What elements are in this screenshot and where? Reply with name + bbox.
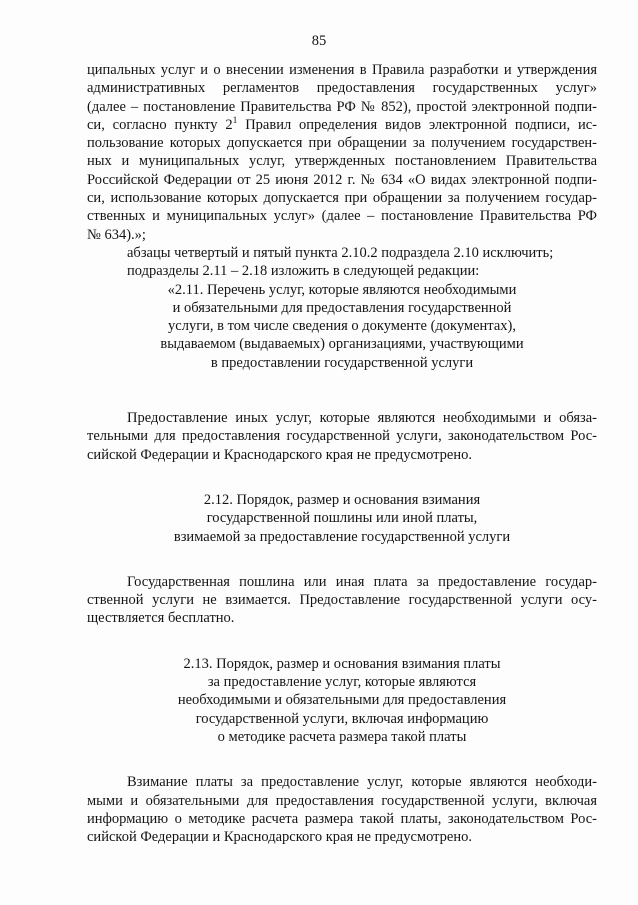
text-line: сийской Федерации и Краснодарского края не предусмотрено. (87, 829, 472, 846)
heading-line: взимаемой за предоставление государственной услуги (173, 528, 511, 545)
spacer (87, 628, 597, 655)
heading-line: «2.11. Перечень услуг, которые являются необходимыми (167, 281, 517, 298)
superscript: 1 (232, 115, 238, 126)
heading-line: в предоставлении государственной услуги (210, 354, 474, 371)
heading-line: 2.13. Порядок, размер и основания взимания платы (183, 655, 501, 672)
spacer (87, 464, 597, 491)
text-line: ных и муниципальных услуг, утвержденных постановлением Правительства (87, 153, 597, 170)
paragraph-fee-collection (87, 773, 597, 846)
text-line: ственных и муниципальных услуг» (далее – постановление Правительства РФ (87, 208, 597, 225)
heading-line: услуги, в том числе сведения о документе (документах), (168, 318, 516, 335)
paragraph-other-services (87, 409, 597, 464)
text-line: ществляется бесплатно. (87, 610, 235, 627)
text-line: ципальных услуг и о внесении изменения в Правила разработки и утверждения (87, 62, 597, 78)
paragraph-state-fee (87, 573, 597, 628)
heading-line: государственной услуги, включая информацию (195, 710, 489, 727)
heading-line: выдаваемом (выдаваемых) организациями, участвующими (160, 336, 524, 353)
heading-line: необходимыми и обязательными для предоставления (177, 692, 507, 709)
text-line: мыми и обязательными для предоставления государственной услуги, включая (87, 792, 597, 809)
text-line (87, 116, 597, 134)
spacer (87, 546, 597, 573)
text-line: информацию о методике расчета размера такой платы, законодательством Рос- (87, 810, 597, 827)
text-line: Государственная пошлина или иная плата за предоставление государ- (127, 573, 597, 590)
text-line: пользование которых допускается при обращении за получением государствен- (87, 135, 597, 152)
text-line: сийской Федерации и Краснодарского края не предусмотрено. (87, 446, 472, 463)
text-line: № 634).»; (87, 226, 146, 243)
heading-line: и обязательными для предоставления государственной (172, 299, 512, 316)
text-fragment: си, согласно пункту 2 (87, 116, 233, 133)
paragraph-continuation (87, 61, 597, 244)
text-line: Российской Федерации от 25 июня 2012 г. № 634 «О видах электронной подпи- (87, 171, 597, 188)
text-line: Предоставление иных услуг, которые являются необходимыми и обяза- (127, 410, 597, 427)
text-line: административных регламентов предоставления государственных услуг» (87, 80, 597, 97)
text-line: си, использование которых допускается при обращении за получением государ- (87, 190, 597, 207)
heading-line: о методике расчета размера такой платы (217, 728, 467, 745)
text-line: тельными для предоставления государственной услуги, законодательством Рос- (87, 428, 597, 445)
document-body (87, 61, 597, 846)
text-fragment: Правил определения видов электронной подписи, ис- (237, 116, 597, 133)
page-number: 85 (311, 33, 327, 49)
paragraph-subsections: подразделы 2.11 – 2.18 изложить в следующей редакции: (127, 263, 480, 280)
section-heading-2-13 (87, 655, 597, 746)
heading-line: государственной пошлины или иной платы, (206, 510, 478, 527)
spacer (87, 372, 597, 409)
heading-line: 2.12. Порядок, размер и основания взимания (203, 491, 481, 508)
heading-line: за предоставление услуг, которые являются (207, 674, 477, 691)
spacer (87, 746, 597, 773)
text-line: Взимание платы за предоставление услуг, которые являются необходи- (127, 774, 597, 791)
text-line: ственной услуги не взимается. Предоставление государственной услуги осу- (87, 592, 597, 609)
section-heading-2-11 (87, 281, 597, 372)
section-heading-2-12 (87, 491, 597, 546)
paragraph-exclude: абзацы четвертый и пятый пункта 2.10.2 подраздела 2.10 исключить; (127, 244, 554, 261)
text-line: (далее – постановление Правительства РФ № 852), простой электронной подпи- (87, 98, 597, 115)
